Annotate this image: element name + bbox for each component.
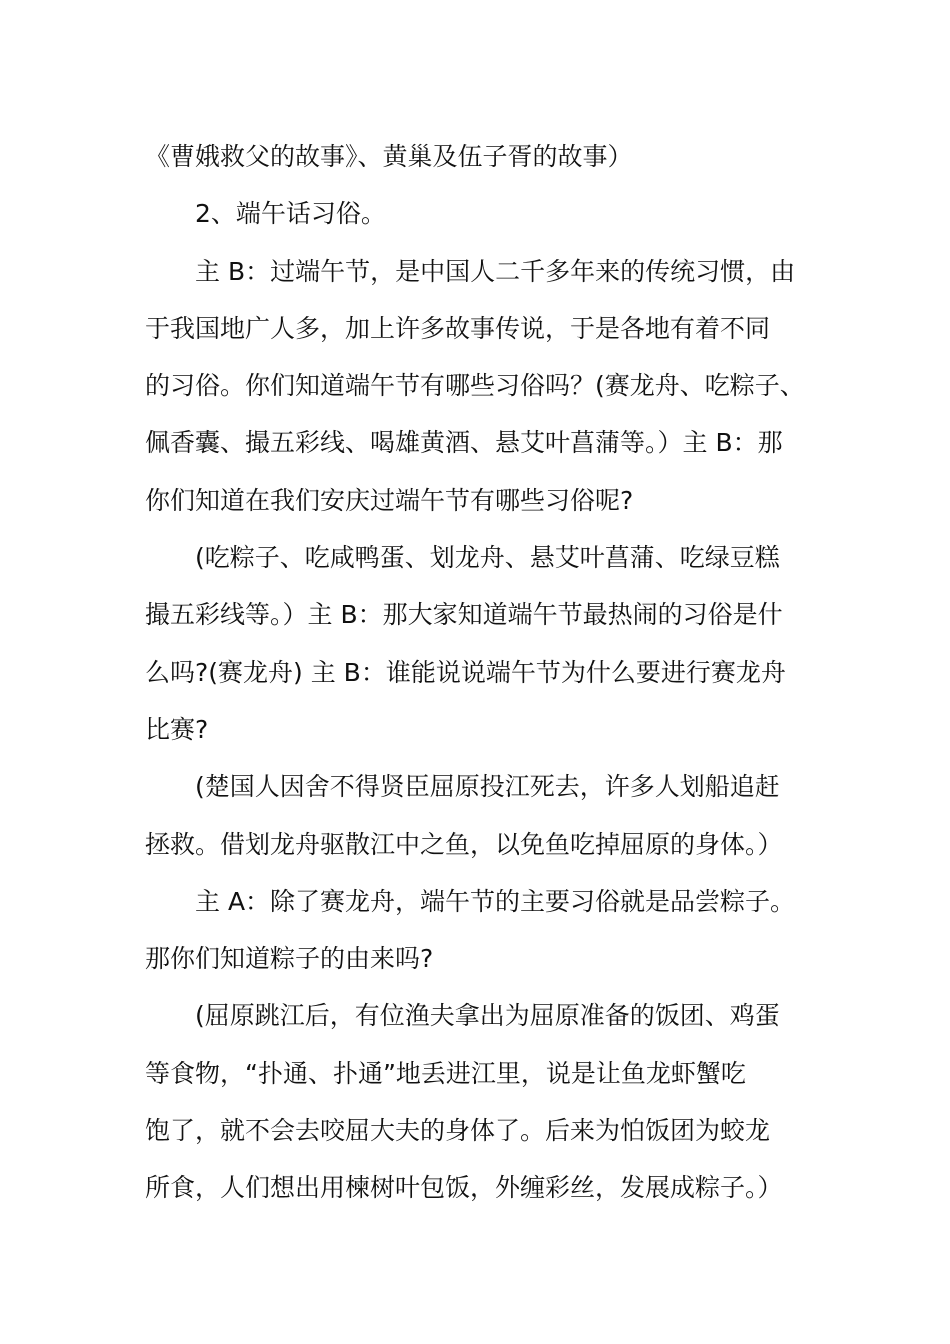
text-line: 主 A：除了赛龙舟，端午节的主要习俗就是品尝粽子。 <box>195 886 796 916</box>
text-line: 等食物，“扑通、扑通”地丢进江里，说是让鱼龙虾蟹吃 <box>145 1058 746 1088</box>
text-line: 那你们知道粽子的由来吗? <box>145 944 434 974</box>
text-line: 主 B：过端午节，是中国人二千多年来的传统习惯，由 <box>195 256 796 286</box>
text-line: (屈原跳江后，有位渔夫拿出为屈原准备的饭团、鸡蛋 <box>195 1001 780 1031</box>
text-line: 于我国地广人多，加上许多故事传说，于是各地有着不同 <box>145 313 771 343</box>
text-line: (楚国人因舍不得贤臣屈原投江死去，许多人划船追赶 <box>195 772 780 802</box>
text-line: 的习俗。你们知道端午节有哪些习俗吗？(赛龙舟、吃粽子、 <box>145 371 805 401</box>
text-line: 么吗?(赛龙舟) 主 B：谁能说说端午节为什么要进行赛龙舟 <box>145 657 786 687</box>
text-line: 撮五彩线等。）主 B：那大家知道端午节最热闹的习俗是什 <box>145 600 783 630</box>
text-line: 佩香囊、撮五彩线、喝雄黄酒、悬艾叶菖蒲等。）主 B：那 <box>145 428 783 458</box>
text-line: 所食，人们想出用楝树叶包饭，外缠彩丝，发展成粽子。） <box>145 1173 783 1203</box>
section-heading: 2、端午话习俗。 <box>195 199 386 229</box>
text-line: 拯救。借划龙舟驱散江中之鱼，以免鱼吃掉屈原的身体。） <box>145 829 783 859</box>
text-line: 饱了，就不会去咬屈大夫的身体了。后来为怕饭团为蛟龙 <box>145 1116 771 1146</box>
text-line: 你们知道在我们安庆过端午节有哪些习俗呢? <box>145 485 634 515</box>
document-body <box>145 128 810 1217</box>
text-line: (吃粽子、吃咸鸭蛋、划龙舟、悬艾叶菖蒲、吃绿豆糕 <box>195 543 780 573</box>
text-line: 《曹娥救父的故事》、黄巢及伍子胥的故事） <box>145 142 633 171</box>
text-line: 比赛? <box>145 714 209 744</box>
